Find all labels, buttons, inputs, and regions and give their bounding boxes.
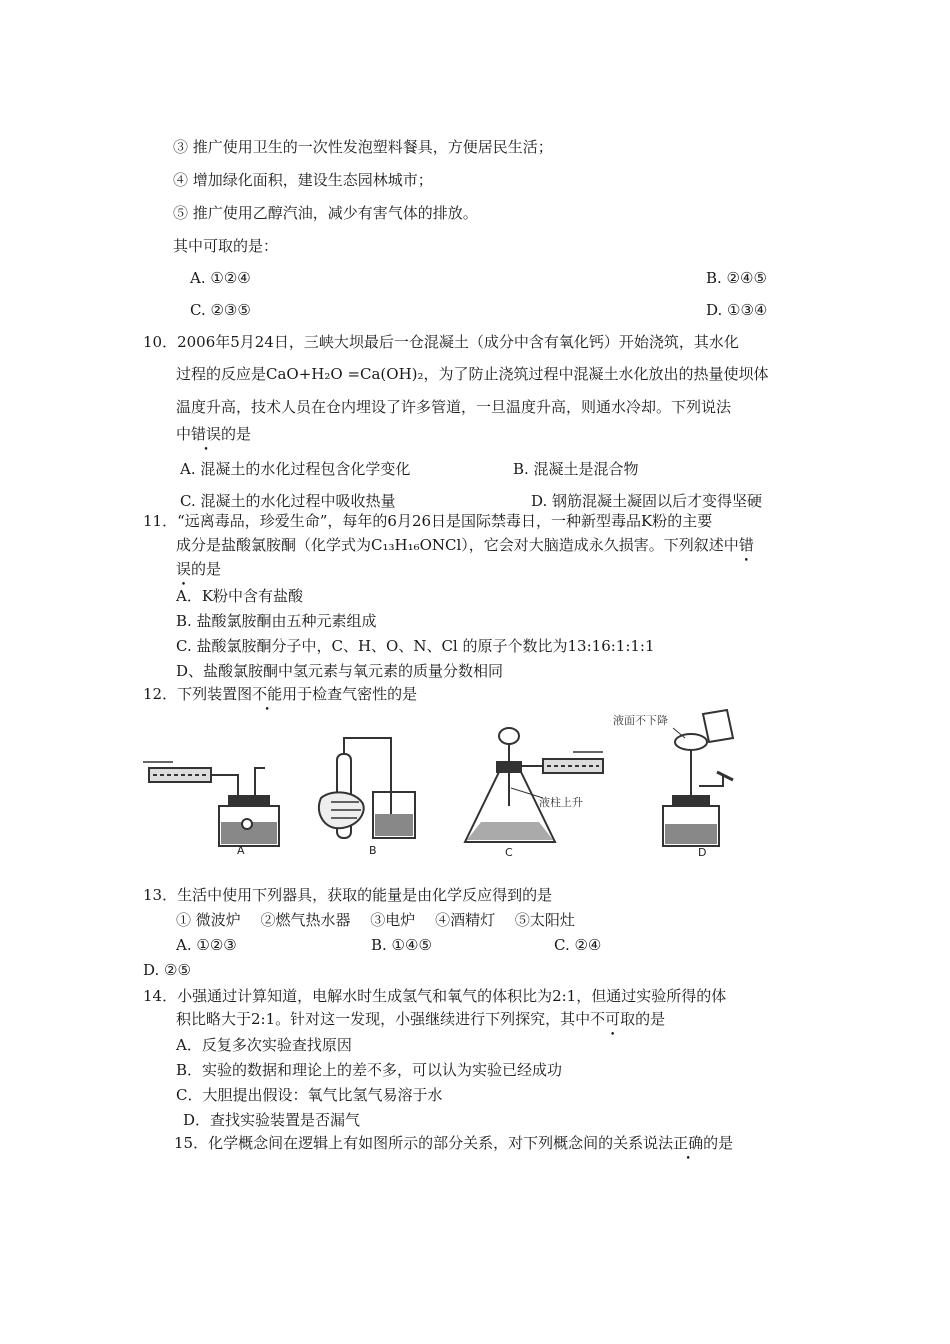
- q10-option-b: B. 混凝土是混合物: [513, 460, 639, 478]
- q11-emphasis-cuo: 错: [738, 536, 754, 554]
- q13-line-1: 13．生活中使用下列器具，获取的能量是由化学反应得到的是: [143, 886, 553, 904]
- q10-emphasis-cuowu: 错误: [191, 425, 222, 443]
- q13-option-a: A. ①②③: [176, 936, 237, 954]
- q15-emphasis-zhengque: 正确: [673, 1134, 704, 1152]
- apparatus-label-d: D: [698, 846, 707, 859]
- q14-line-2-post: 的是: [635, 1010, 666, 1028]
- q12-emphasis-buneng: 不能: [252, 685, 283, 703]
- q10-line-2: 过程的反应是CaO+H₂O =Ca(OH)₂，为了防止浇筑过程中混凝土水化放出的热量使坝体: [176, 365, 769, 383]
- q9-item-5: ⑤ 推广使用乙醇汽油，减少有害气体的排放。: [173, 204, 478, 222]
- q10-line-4-pre: 中: [176, 425, 192, 443]
- q10-option-d: D. 钢筋混凝土凝固以后才变得坚硬: [531, 492, 763, 510]
- q13-option-c: C. ②④: [554, 936, 602, 954]
- q9-item-4: ④ 增加绿化面积，建设生态园林城市；: [173, 171, 433, 189]
- apparatus-label-c: C: [505, 846, 513, 859]
- q15-line-1: [174, 1133, 733, 1153]
- apparatus-c-note: 液柱上升: [539, 796, 583, 809]
- q9-option-d: D. ①③④: [706, 301, 768, 319]
- q9-option-b: B. ②④⑤: [706, 269, 767, 287]
- q10-line-4: [176, 424, 251, 444]
- q10-line-4-post: 的是: [221, 425, 252, 443]
- q11-line-2-pre: 成分是盐酸氯胺酮（化学式为C₁₃H₁₆ONCl），它会对大脑造成永久损害。下列叙述中: [176, 536, 739, 554]
- apparatus-c: [465, 728, 603, 842]
- q12-line-1: [143, 684, 417, 704]
- apparatus-label-b: B: [369, 844, 377, 857]
- q11-option-c: C. 盐酸氯胺酮分子中，C、H、O、N、Cl 的原子个数比为13:16:1:1:1: [176, 637, 655, 655]
- apparatus-diagram: [143, 706, 753, 866]
- q14-option-a: A．反复多次实验查找原因: [176, 1036, 352, 1054]
- q14-option-b: B．实验的数据和理论上的差不多，可以认为实验已经成功: [176, 1061, 563, 1079]
- q13-option-b: B. ①④⑤: [371, 936, 432, 954]
- q14-option-c: C．大胆提出假设：氧气比氢气易溶于水: [176, 1086, 443, 1104]
- apparatus-figure: [143, 706, 753, 866]
- q11-line-3-post: 的是: [191, 560, 222, 578]
- q9-item-3: ③ 推广使用卫生的一次性发泡塑料餐具，方便居民生活；: [173, 138, 553, 156]
- apparatus-a: [143, 762, 279, 846]
- apparatus-label-a: A: [237, 844, 245, 857]
- q11-option-a: A．K粉中含有盐酸: [176, 587, 304, 605]
- q11-option-d: D、盐酸氯胺酮中氢元素与氧元素的质量分数相同: [176, 662, 504, 680]
- q9-option-a: A. ①②④: [190, 269, 251, 287]
- q10-option-c: C. 混凝土的水化过程中吸收热量: [180, 492, 396, 510]
- q12-line-1-pre: 12．下列装置图: [143, 685, 253, 703]
- q11-emphasis-wu: 误: [176, 560, 192, 578]
- q9-option-c: C. ②③⑤: [190, 301, 251, 319]
- q11-line-2: [176, 535, 754, 555]
- q13-option-d: D. ②⑤: [143, 961, 191, 979]
- q14-line-2-pre: 积比略大于2:1。针对这一发现，小强继续进行下列探究，其中: [176, 1010, 591, 1028]
- q14-line-1: 14．小强通过计算知道，电解水时生成氢气和氧气的体积比为2:1，但通过实验所得的体: [143, 987, 727, 1005]
- apparatus-d: [613, 710, 733, 846]
- q11-line-1: 11．“远离毒品，珍爱生命”，每年的6月26日是国际禁毒日，一种新型毒品K粉的主要: [143, 512, 713, 530]
- q11-option-b: B. 盐酸氯胺酮由五种元素组成: [176, 612, 377, 630]
- q14-option-d: D．查找实验装置是否漏气: [183, 1111, 361, 1129]
- q10-option-a: A. 混凝土的水化过程包含化学变化: [180, 460, 411, 478]
- apparatus-d-note: 液面不下降: [613, 714, 668, 727]
- q11-line-3: [176, 559, 221, 579]
- q9-prompt: 其中可取的是：: [173, 237, 279, 255]
- q10-line-3: 温度升高，技术人员在仓内埋设了许多管道，一旦温度升高，则通水冷却。下列说法: [176, 398, 732, 416]
- q15-line-1-pre: 15．化学概念间在逻辑上有如图所示的部分关系，对下列概念间的关系说法: [174, 1134, 674, 1152]
- q15-line-1-post: 的是: [703, 1134, 734, 1152]
- q10-line-1: 10．2006年5月24日，三峡大坝最后一仓混凝土（成分中含有氧化钙）开始浇筑，其水化: [143, 333, 739, 351]
- q13-items: ① 微波炉 ②燃气热水器 ③电炉 ④酒精灯 ⑤太阳灶: [176, 911, 575, 929]
- q14-line-2: [176, 1009, 665, 1029]
- apparatus-b: [319, 738, 415, 838]
- q12-line-1-post: 用于检查气密性的是: [282, 685, 418, 703]
- q14-emphasis-bukequ: 不可取: [590, 1010, 636, 1028]
